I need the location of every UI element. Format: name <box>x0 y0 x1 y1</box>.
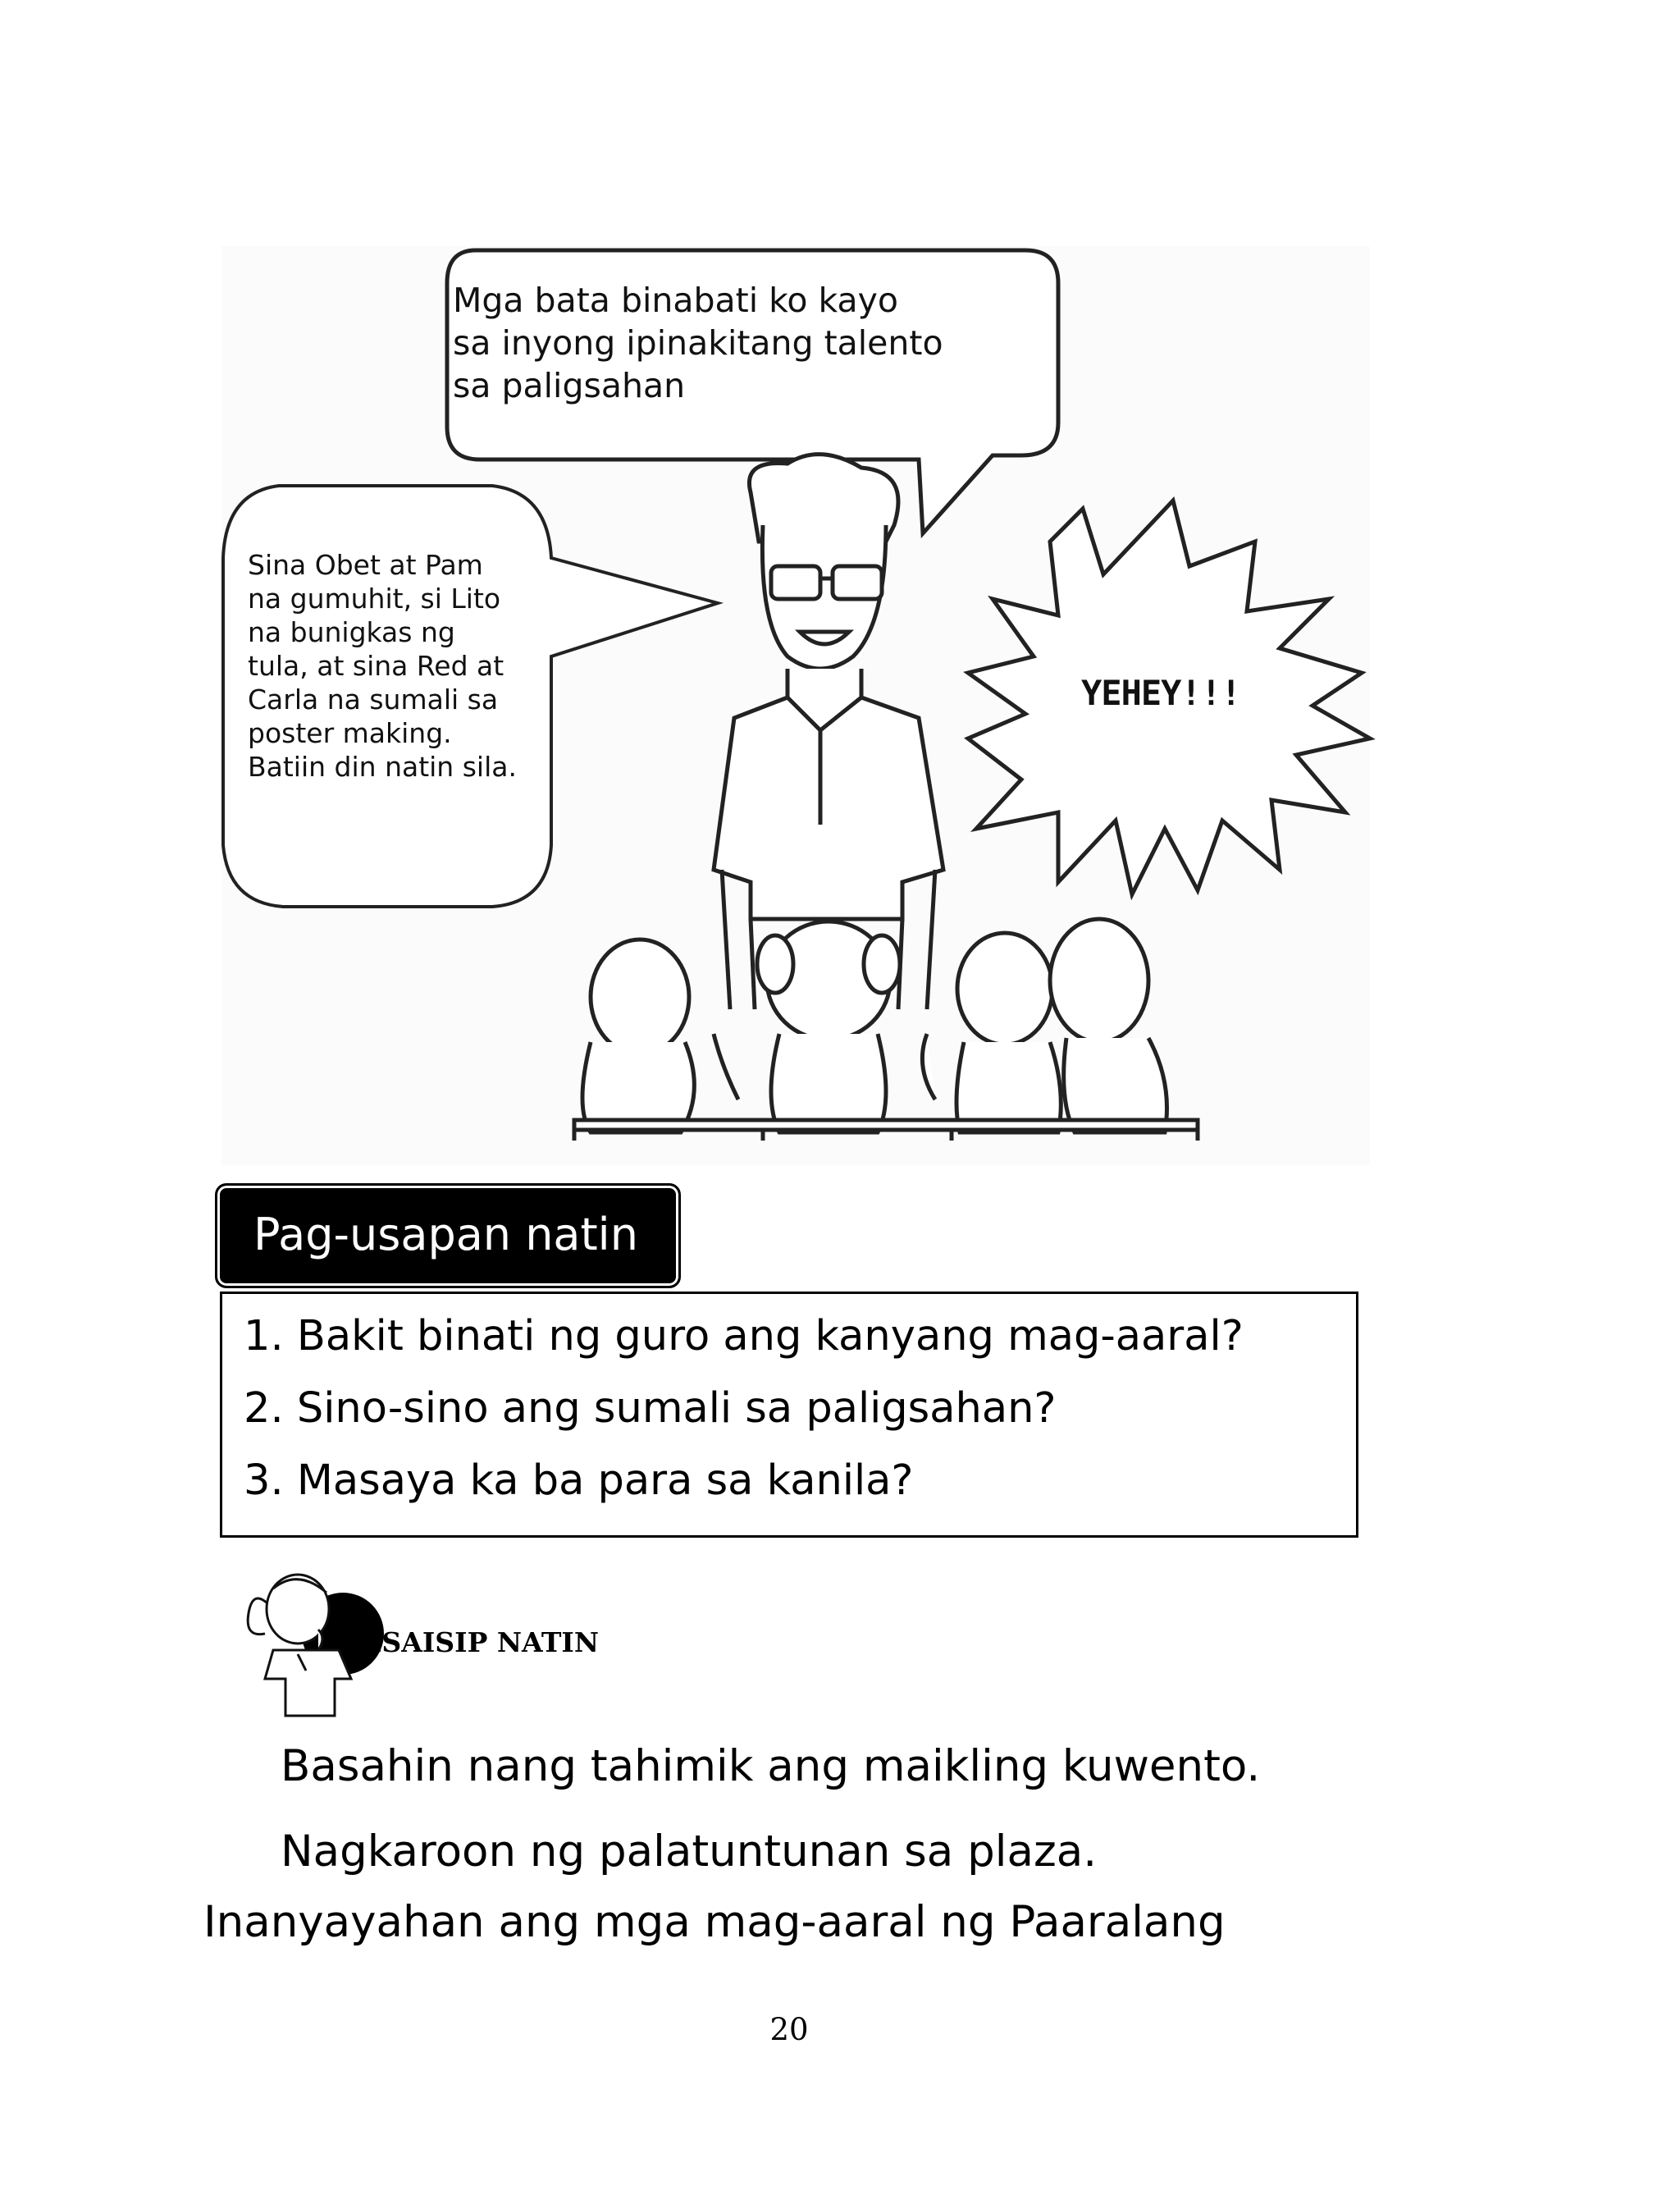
teacher-speech-line: Mga bata binabati ko kayo <box>453 281 899 320</box>
left-speech-line: Carla na sumali sa <box>248 684 499 716</box>
yehey-text: YEHEY!!! <box>1081 673 1241 713</box>
left-speech-line: Sina Obet at Pam <box>248 549 483 581</box>
question-item: 2. Sino-sino ang sumali sa paligsahan? <box>244 1384 1057 1433</box>
question-item: 1. Bakit binati ng guro ang kanyang mag-aaral? <box>244 1312 1244 1360</box>
teacher-speech-line: sa paligsahan <box>453 366 686 405</box>
story-line: Nagkaroon ng palatuntunan sa plaza. <box>281 1827 1098 1877</box>
story-line: Inanyayahan ang mga mag-aaral ng Paaralang <box>203 1897 1226 1947</box>
teacher-speech-text <box>453 279 1060 407</box>
discussion-heading: Pag-usapan natin <box>253 1209 638 1260</box>
teacher-speech-line: sa inyong ipinakitang talento <box>453 323 943 363</box>
isaisip-label: ISAISIP NATIN <box>369 1626 600 1658</box>
story-instruction: Basahin nang tahimik ang maikling kuwento. <box>281 1741 1261 1791</box>
discussion-heading-tab <box>215 1183 681 1288</box>
question-item: 3. Masaya ka ba para sa kanila? <box>244 1456 914 1505</box>
left-speech-line: tula, at sina Red at <box>248 650 504 682</box>
left-speech-line: na bunigkas ng <box>248 616 455 648</box>
left-speech-line: Batiin din natin sila. <box>248 751 517 783</box>
left-speech-line: na gumuhit, si Lito <box>248 583 501 615</box>
page-number: 20 <box>769 2012 809 2047</box>
questions-box <box>220 1292 1358 1538</box>
left-speech-text <box>248 548 543 784</box>
left-speech-line: poster making. <box>248 717 452 749</box>
